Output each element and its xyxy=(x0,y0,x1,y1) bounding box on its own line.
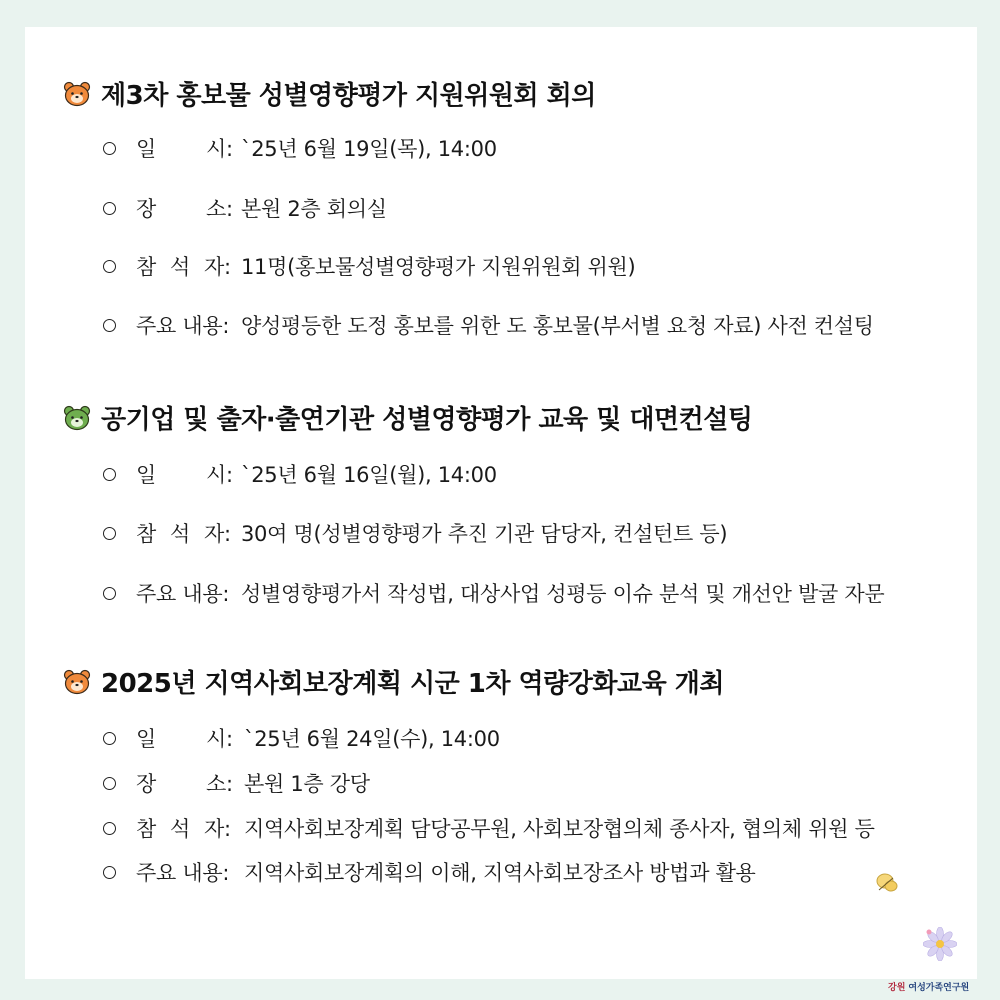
item-label: 참 석 자: xyxy=(136,255,231,279)
item-value: 양성평등한 도정 홍보를 위한 도 홍보물(부서별 요청 자료) 사전 컨설팅 xyxy=(241,314,874,338)
bullet-icon xyxy=(103,260,116,273)
organization-logo xyxy=(888,980,969,993)
orange-bear-icon xyxy=(63,81,91,107)
list-item xyxy=(103,857,756,887)
bullet-icon xyxy=(103,319,116,332)
section-2-title-text: 공기업 및 출자·출연기관 성별영향평가 교육 및 대면컨설팅 xyxy=(101,405,753,435)
item-label: 참 석 자: xyxy=(136,522,231,546)
section-1-title-text: 제3차 홍보물 성별영향평가 지원위원회 회의 xyxy=(101,81,596,111)
green-bear-icon xyxy=(63,405,91,431)
list-item xyxy=(103,193,387,223)
list-item xyxy=(103,578,884,608)
orange-bear-icon xyxy=(63,669,91,695)
list-item xyxy=(103,459,497,489)
item-label: 장 소: xyxy=(136,197,233,221)
bullet-icon xyxy=(103,777,116,790)
section-2-title xyxy=(63,399,752,436)
flower-icon xyxy=(923,927,957,961)
item-label: 주요 내용: xyxy=(136,582,230,606)
item-label: 일 시: xyxy=(136,137,233,161)
list-item xyxy=(103,723,500,753)
logo-left-text: 강원 xyxy=(888,983,906,993)
bullet-icon xyxy=(103,142,116,155)
content-card xyxy=(25,27,977,979)
bullet-icon xyxy=(103,527,116,540)
item-label: 주요 내용: xyxy=(136,861,230,885)
item-value: 본원 1층 강당 xyxy=(244,772,370,796)
bullet-icon xyxy=(103,468,116,481)
item-label: 주요 내용: xyxy=(136,314,230,338)
item-value: 지역사회보장계획 담당공무원, 사회보장협의체 종사자, 협의체 위원 등 xyxy=(244,817,875,841)
bullet-icon xyxy=(103,202,116,215)
list-item xyxy=(103,518,727,548)
item-value: 30여 명(성별영향평가 추진 기관 담당자, 컨설턴트 등) xyxy=(241,522,728,546)
item-value: 11명(홍보물성별영향평가 지원위원회 위원) xyxy=(241,255,636,279)
bullet-icon xyxy=(103,587,116,600)
list-item xyxy=(103,133,497,163)
item-label: 참 석 자: xyxy=(136,817,231,841)
item-value: `25년 6월 24일(수), 14:00 xyxy=(244,727,500,751)
bullet-icon xyxy=(103,822,116,835)
item-label: 일 시: xyxy=(136,463,233,487)
section-3-title-text: 2025년 지역사회보장계획 시군 1차 역량강화교육 개최 xyxy=(101,669,725,699)
list-item xyxy=(103,310,874,340)
logo-right-text: 여성가족연구원 xyxy=(908,983,970,993)
butterfly-icon xyxy=(875,872,901,894)
item-value: 성별영향평가서 작성법, 대상사업 성평등 이슈 분석 및 개선안 발굴 자문 xyxy=(241,582,885,606)
section-3-title xyxy=(63,663,724,700)
item-value: `25년 6월 16일(월), 14:00 xyxy=(241,463,497,487)
list-item xyxy=(103,251,635,281)
list-item xyxy=(103,813,875,843)
item-value: `25년 6월 19일(목), 14:00 xyxy=(241,137,497,161)
list-item xyxy=(103,768,370,798)
section-1-title xyxy=(63,75,596,112)
item-value: 본원 2층 회의실 xyxy=(241,197,387,221)
item-label: 일 시: xyxy=(136,727,233,751)
item-label: 장 소: xyxy=(136,772,233,796)
bullet-icon xyxy=(103,866,116,879)
item-value: 지역사회보장계획의 이해, 지역사회보장조사 방법과 활용 xyxy=(244,861,756,885)
bullet-icon xyxy=(103,732,116,745)
